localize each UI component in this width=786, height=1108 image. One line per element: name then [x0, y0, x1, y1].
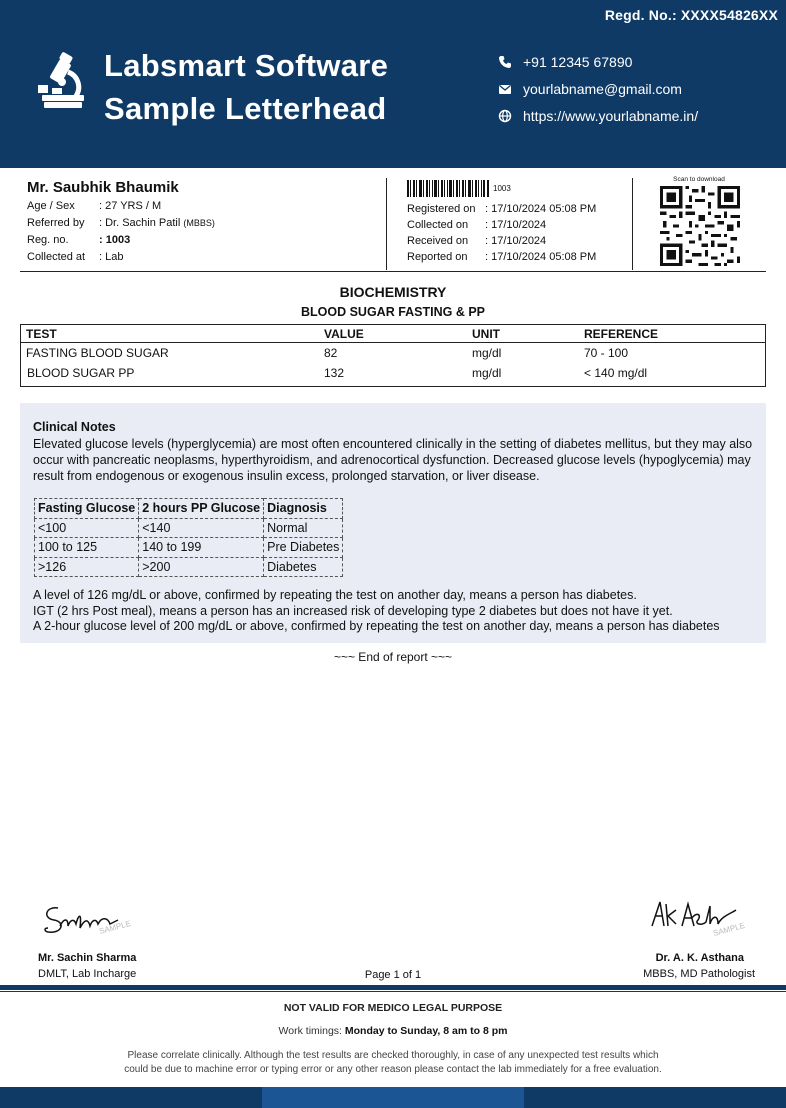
- glucose-table: [34, 498, 343, 577]
- glucose-header: Fasting Glucose: [35, 499, 139, 519]
- lab-title-line2: Sample Letterhead: [104, 91, 387, 126]
- glucose-cell: >200: [139, 557, 264, 577]
- footer-divider: [0, 991, 786, 992]
- glucose-cell: <100: [35, 518, 139, 538]
- contact-website: [498, 102, 698, 129]
- phone-text: +91 12345 67890: [523, 53, 633, 70]
- left-signature: [38, 896, 138, 942]
- report-dates: [407, 203, 596, 267]
- registered-label: Registered on: [407, 203, 476, 215]
- table-row: [35, 538, 343, 558]
- table-row: [35, 518, 343, 538]
- col-unit: UNIT: [472, 326, 500, 341]
- contact-email: [498, 75, 698, 102]
- caution-line: Please correlate clinically. Although the test results are checked thoroughly, in case of any unexpected test results which: [127, 1050, 659, 1061]
- legal-disclaimer: NOT VALID FOR MEDICO LEGAL PURPOSE: [283, 1002, 503, 1014]
- scan-label: Scan to download: [673, 176, 725, 183]
- col-test: TEST: [26, 326, 57, 341]
- right-signatory-role: MBBS, MD Pathologist: [643, 968, 755, 980]
- collected-value: : 17/10/2024: [485, 219, 547, 231]
- results-header: [21, 325, 765, 343]
- glucose-cell: >126: [35, 557, 139, 577]
- left-signatory-name: Mr. Sachin Sharma: [38, 952, 137, 964]
- referred-label: Referred by: [27, 217, 85, 229]
- divider: [632, 178, 633, 270]
- table-row: [21, 343, 765, 363]
- test-name: FASTING BLOOD SUGAR: [26, 346, 169, 360]
- barcode-number: 1003: [493, 184, 511, 193]
- referred-value: : Dr. Sachin Patil: [99, 217, 181, 229]
- glucose-cell: Pre Diabetes: [264, 538, 343, 558]
- reported-value: : 17/10/2024 05:08 PM: [485, 251, 597, 263]
- test-value: 82: [324, 346, 338, 360]
- reported-label: Reported on: [407, 251, 468, 263]
- qr-code[interactable]: [660, 186, 740, 266]
- lab-title-line1: Labsmart Software: [104, 48, 389, 83]
- contact-info: [498, 48, 698, 129]
- collected-at-value: : Lab: [99, 251, 124, 263]
- referred-suffix: (MBBS): [183, 218, 215, 228]
- test-unit: mg/dl: [472, 346, 502, 360]
- contact-phone: [498, 48, 698, 75]
- right-signatory-name: Dr. A. K. Asthana: [655, 952, 744, 964]
- col-reference: REFERENCE: [584, 326, 659, 341]
- left-signatory-role: DMLT, Lab Incharge: [38, 968, 137, 980]
- patient-info: [27, 200, 215, 268]
- glucose-cell: Diabetes: [264, 557, 343, 577]
- barcode-image: [407, 180, 489, 197]
- registration-number: [605, 7, 778, 23]
- glucose-cell: 140 to 199: [139, 538, 264, 558]
- regno-value: 1003: [105, 234, 131, 246]
- letterhead-header: [0, 0, 786, 168]
- registered-value: : 17/10/2024 05:08 PM: [485, 203, 597, 215]
- regd-value: XXXX54826XX: [680, 7, 778, 23]
- test-name: BLOOD SUGAR PP: [27, 366, 135, 380]
- timings-label: Work timings:: [278, 1025, 342, 1037]
- glucose-header: Diagnosis: [264, 499, 343, 519]
- glucose-cell: <140: [139, 518, 264, 538]
- right-signature: [648, 896, 758, 942]
- phone-icon: [498, 55, 512, 69]
- patient-details: [20, 176, 766, 272]
- notes-line: A level of 126 mg/dL or above, confirmed by repeating the test on another day, means a person has diabetes.: [33, 588, 637, 602]
- collected-at-label: Collected at: [27, 251, 86, 263]
- notes-paragraph: Elevated glucose levels (hyperglycemia) are most often encountered clinically in the setting of diabetes mellitus, but they may also occur with pancreatic neoplasms, hyperthyroidism, and adrenocortical dysfunction. Decreased glucose levels (hypoglycemia) may result from endogenous or exogenous insulin excess, prolonged starvation, or liver disease.: [33, 437, 753, 483]
- website-link[interactable]: https://www.yourlabname.in/: [523, 107, 699, 124]
- notes-lines: [33, 588, 763, 635]
- caution-line: could be due to machine error or typing error or any other reason please contact the lab immediately for a free evaluation.: [124, 1064, 662, 1075]
- regno-label: Reg. no.: [27, 234, 69, 246]
- end-of-report: ~~~ End of report ~~~: [333, 650, 453, 664]
- received-label: Received on: [407, 235, 469, 247]
- footer-bar-accent: [262, 1087, 524, 1108]
- table-row: [35, 557, 343, 577]
- mail-icon: [498, 82, 512, 96]
- page-number: Page 1 of 1: [364, 969, 422, 981]
- glucose-cell: Normal: [264, 518, 343, 538]
- timings-value: Monday to Sunday, 8 am to 8 pm: [344, 1025, 508, 1037]
- notes-title: Clinical Notes: [33, 420, 116, 434]
- collected-label: Collected on: [407, 219, 469, 231]
- table-row: [21, 363, 765, 383]
- email-link[interactable]: yourlabname@gmail.com: [523, 80, 682, 97]
- test-title: BLOOD SUGAR FASTING & PP: [300, 305, 486, 319]
- received-value: : 17/10/2024: [485, 235, 547, 247]
- regno-sep: :: [99, 234, 103, 246]
- clinical-notes: [20, 403, 766, 643]
- col-value: VALUE: [324, 326, 364, 341]
- footer-divider: [0, 985, 786, 990]
- age-sex-value: : 27 YRS / M: [99, 200, 162, 212]
- notes-line: IGT (2 hrs Post meal), means a person has an increased risk of developing type 2 diabetes but does not have it yet.: [33, 603, 673, 618]
- regd-label: Regd. No.:: [604, 7, 677, 23]
- divider: [386, 178, 387, 270]
- caution-note: [80, 1049, 706, 1077]
- microscope-icon: [38, 52, 88, 110]
- globe-icon: [498, 109, 512, 123]
- table-row: [35, 499, 343, 519]
- notes-line: A 2-hour glucose level of 200 mg/dL or above, confirmed by repeating the test on another day, means a person has diabetes: [33, 619, 720, 633]
- results-table: [20, 324, 766, 387]
- svg-text:SAMPLE: SAMPLE: [98, 918, 132, 936]
- test-unit: mg/dl: [472, 366, 502, 380]
- glucose-cell: 100 to 125: [35, 538, 139, 558]
- test-value: 132: [324, 366, 345, 380]
- department-title: BIOCHEMISTRY: [339, 284, 447, 300]
- age-sex-label: Age / Sex: [27, 200, 75, 212]
- patient-name: Mr. Saubhik Bhaumik: [27, 179, 179, 196]
- lab-title: [104, 44, 388, 130]
- test-reference: 70 - 100: [584, 346, 629, 360]
- test-reference: < 140 mg/dl: [584, 366, 648, 380]
- work-timings: [0, 1025, 786, 1037]
- svg-text:SAMPLE: SAMPLE: [712, 920, 746, 938]
- glucose-header: 2 hours PP Glucose: [139, 499, 264, 519]
